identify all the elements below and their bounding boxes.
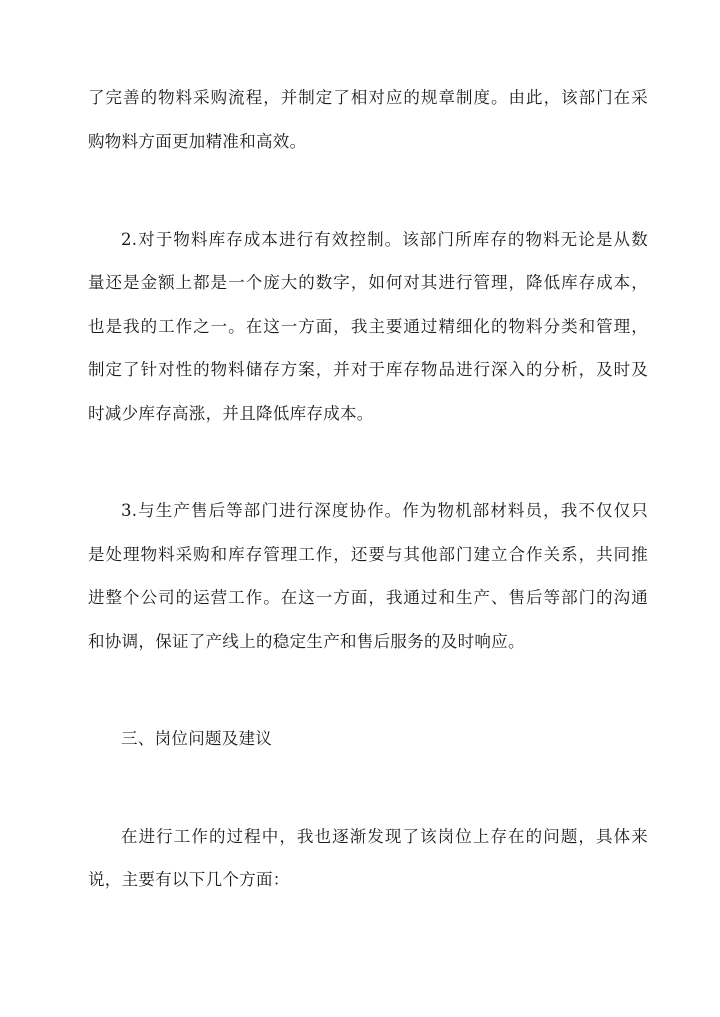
paragraph-4-line-1: 在进行工作的过程中，我也逐渐发现了该岗位上存在的问题，具体来: [121, 827, 648, 846]
paragraph-4-line-2: 说，主要有以下几个方面：: [88, 870, 290, 889]
paragraph-2-line-4: 制定了针对性的物料储存方案，并对于库存物品进行深入的分析，及时及: [88, 360, 648, 379]
paragraph-1-line-1: 了完善的物料采购流程，并制定了相对应的规章制度。由此，该部门在采: [88, 88, 648, 107]
paragraph-3-line-4: 和协调，保证了产线上的稳定生产和售后服务的及时响应。: [88, 632, 525, 651]
paragraph-2-line-2: 量还是金额上都是一个庞大的数字，如何对其进行管理，降低库存成本，: [88, 273, 648, 292]
paragraph-3-line-1: 3.与生产售后等部门进行深度协作。作为物机部材料员，我不仅仅只: [121, 501, 648, 520]
paragraph-3-line-2: 是处理物料采购和库存管理工作，还要与其他部门建立合作关系，共同推: [88, 545, 648, 564]
section-heading: 三、岗位问题及建议: [121, 729, 273, 748]
paragraph-2-line-3: 也是我的工作之一。在这一方面，我主要通过精细化的物料分类和管理，: [88, 317, 648, 336]
paragraph-1-line-2: 购物料方面更加精准和高效。: [88, 132, 307, 151]
paragraph-2-line-1: 2.对于物料库存成本进行有效控制。该部门所库存的物料无论是从数: [121, 230, 648, 249]
paragraph-2-line-5: 时减少库存高涨，并且降低库存成本。: [88, 404, 374, 423]
paragraph-3-line-3: 进整个公司的运营工作。在这一方面，我通过和生产、售后等部门的沟通: [88, 588, 648, 607]
